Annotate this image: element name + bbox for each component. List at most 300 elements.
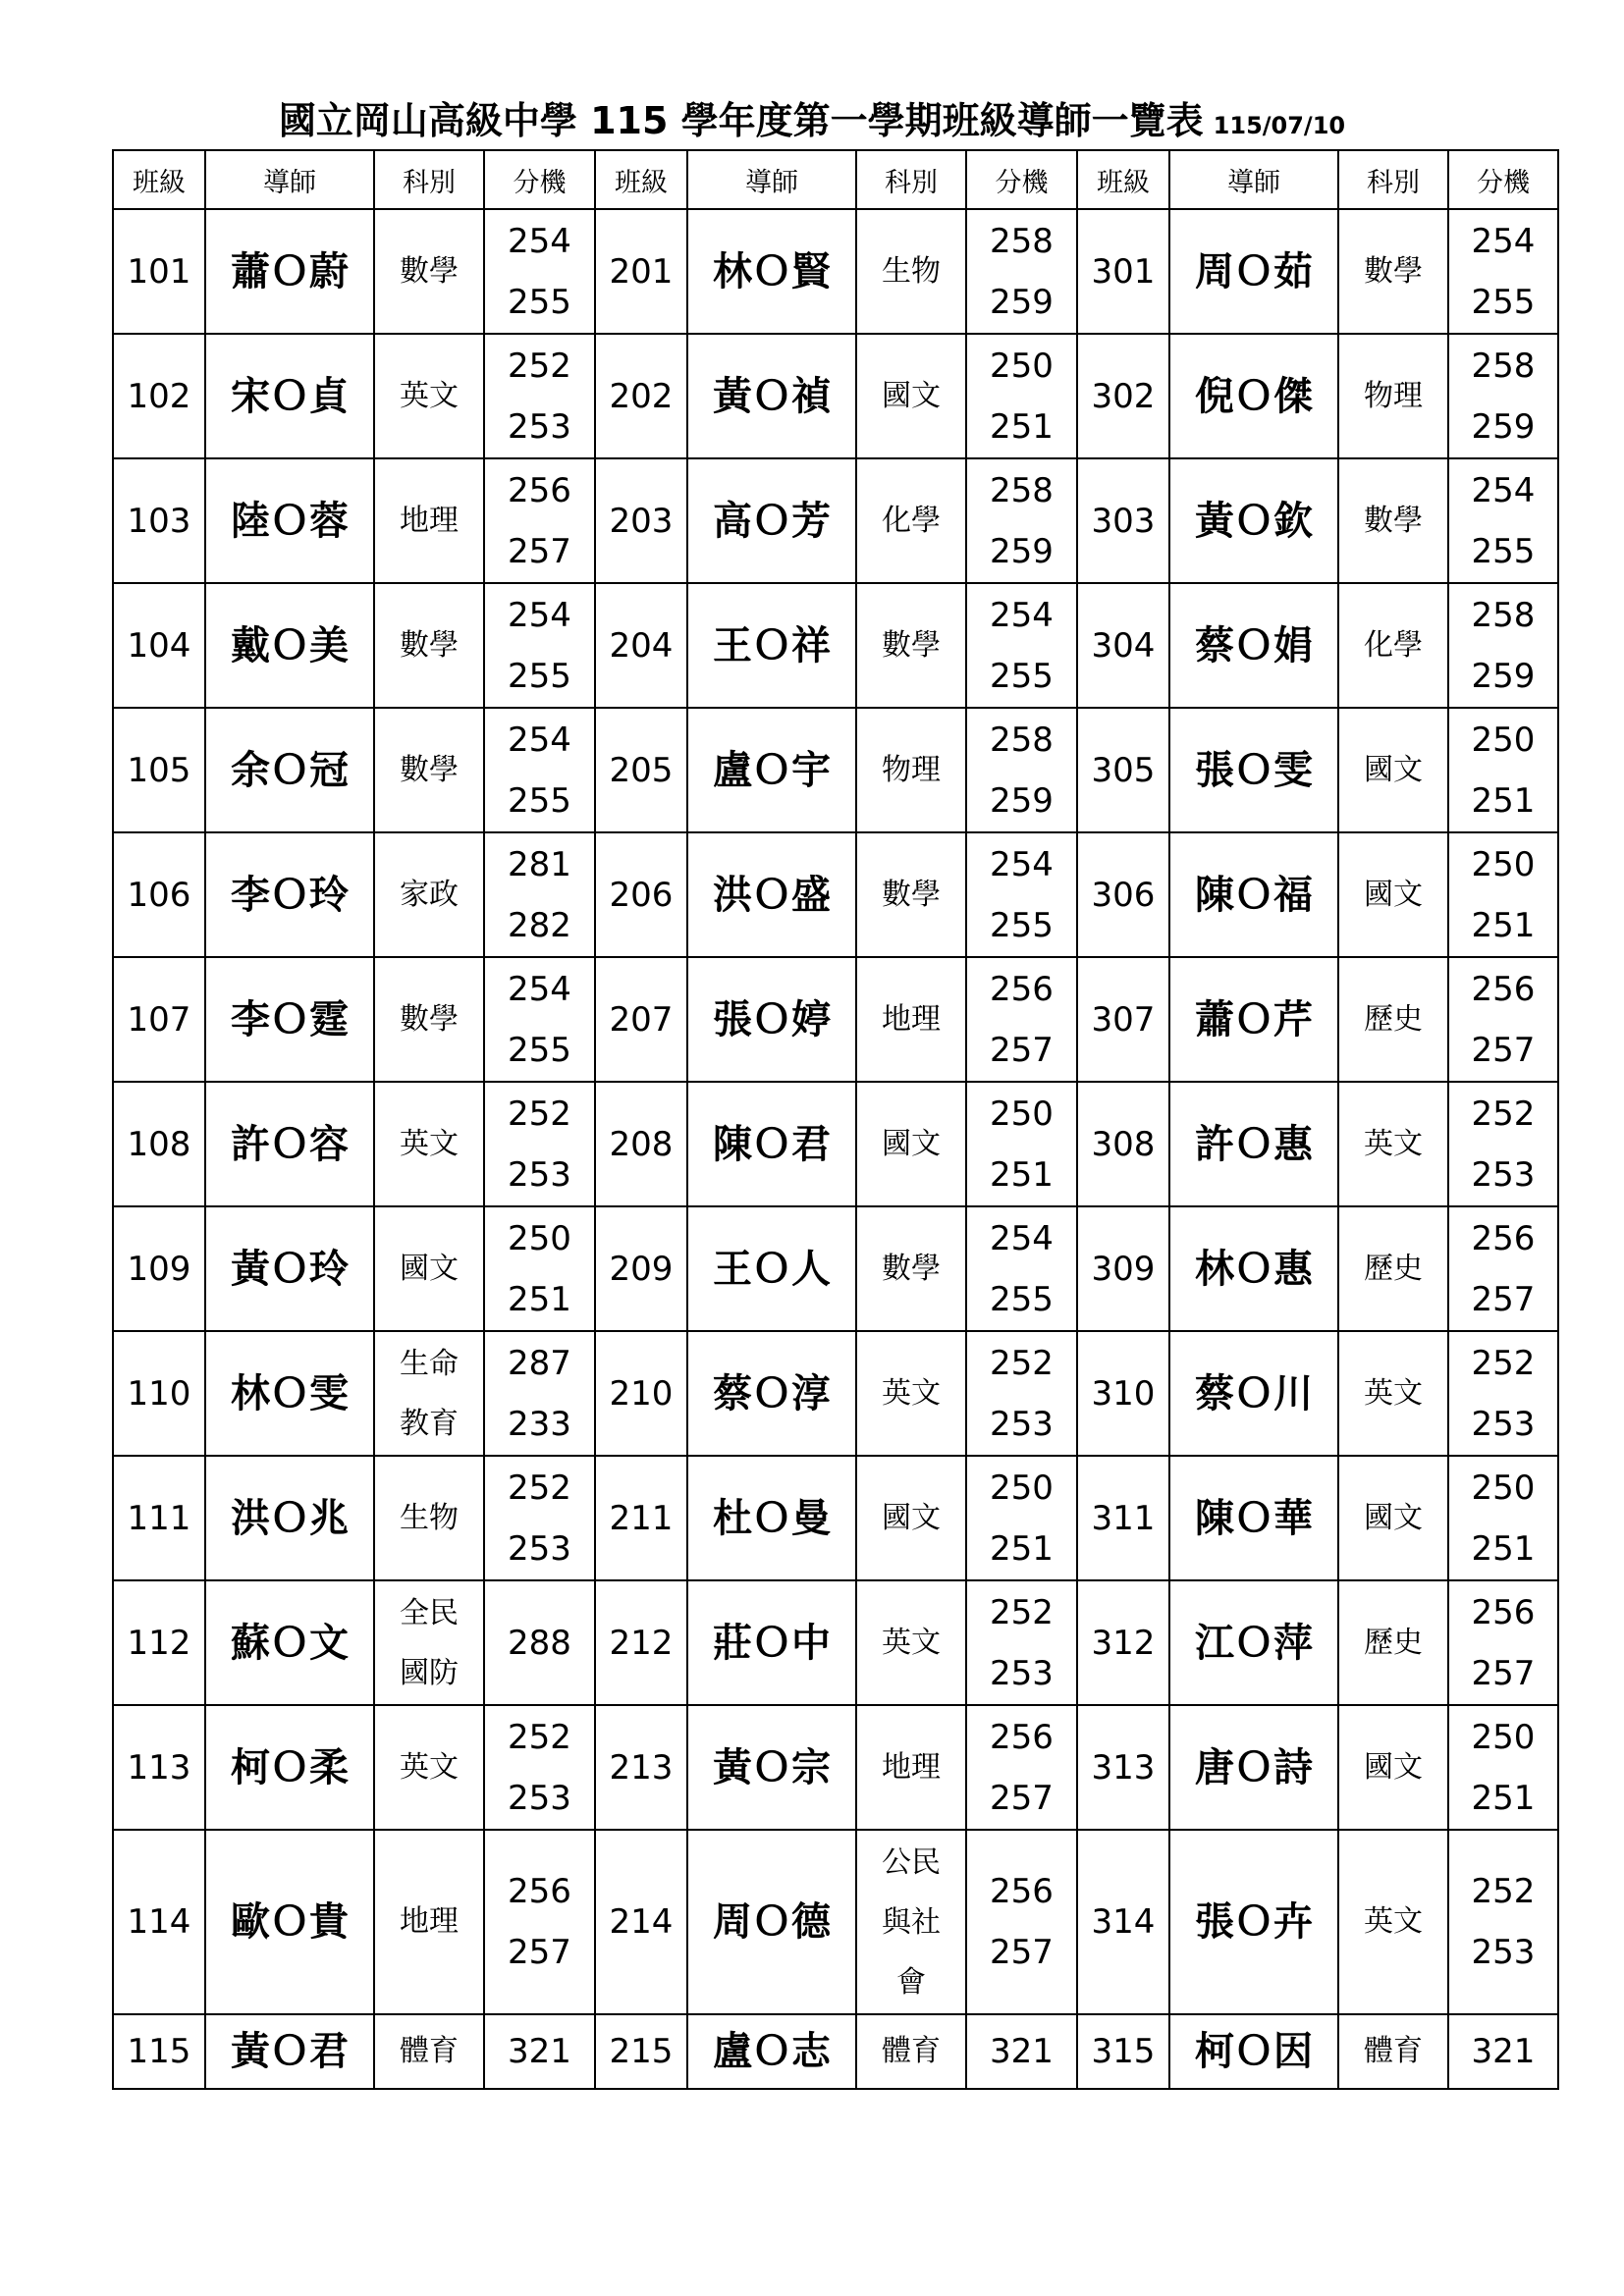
cell-text-line: 蔡Ｏ娟 <box>1195 622 1313 668</box>
subject-cell <box>374 1331 484 1456</box>
cell-text-line: 化學 <box>1364 627 1423 663</box>
extension-cell <box>484 583 595 708</box>
subject-cell <box>1338 957 1448 1082</box>
cell-text-line: 253 <box>1471 1933 1536 1972</box>
class-cell <box>595 458 687 583</box>
class-cell <box>113 957 205 1082</box>
extension-cell <box>966 334 1077 458</box>
cell-text-line: 體育 <box>1364 2034 1423 2068</box>
cell-text-line: 歷史 <box>1364 1251 1423 1286</box>
cell-text-line: 305 <box>1091 750 1156 790</box>
extension-cell <box>484 1331 595 1456</box>
extension-cell <box>966 209 1077 334</box>
class-cell <box>113 1705 205 1830</box>
cell-text-line: 104 <box>127 625 191 666</box>
subject-cell <box>1338 1082 1448 1206</box>
table-row <box>113 708 1558 832</box>
cell-text-line: 數學 <box>1364 253 1423 289</box>
cell-text-line: 253 <box>508 406 571 447</box>
cell-text-line: 259 <box>1471 656 1536 696</box>
cell-text-line: 256 <box>990 1717 1054 1757</box>
cell-text-line: 宋Ｏ貞 <box>231 373 349 419</box>
class-cell <box>1077 209 1169 334</box>
cell-text-line: 蔡Ｏ川 <box>1195 1370 1313 1416</box>
teacher-cell <box>1169 1830 1338 2014</box>
cell-text-line: 233 <box>508 1404 571 1444</box>
teacher-cell <box>205 1082 374 1206</box>
cell-text-line: 英文 <box>400 1126 459 1161</box>
subject-cell <box>374 1082 484 1206</box>
teacher-cell <box>205 209 374 334</box>
cell-text-line: 255 <box>990 656 1054 696</box>
extension-cell <box>1448 583 1558 708</box>
cell-text-line: 203 <box>609 501 674 541</box>
cell-text-line: 黃Ｏ宗 <box>713 1744 831 1790</box>
cell-text-line: 國文 <box>1364 752 1423 787</box>
cell-text-line: 257 <box>508 531 571 571</box>
class-cell <box>595 2014 687 2089</box>
class-cell <box>595 832 687 957</box>
cell-text-line: 205 <box>609 750 674 790</box>
table-row <box>113 957 1558 1082</box>
extension-cell <box>966 1705 1077 1830</box>
cell-text-line: 數學 <box>400 752 459 787</box>
cell-text-line: 314 <box>1091 1902 1156 1942</box>
subject-cell <box>1338 2014 1448 2089</box>
cell-text-line: 254 <box>508 969 571 1009</box>
cell-text-line: 國文 <box>882 1500 941 1535</box>
cell-text-line: 蔡Ｏ淳 <box>713 1370 831 1416</box>
table-row <box>113 209 1558 334</box>
teacher-cell <box>1169 832 1338 957</box>
cell-text-line: 戴Ｏ美 <box>231 622 349 668</box>
cell-text-line: 253 <box>990 1404 1054 1444</box>
cell-text-line: 256 <box>1471 1592 1536 1632</box>
cell-text-line: 215 <box>609 2032 674 2071</box>
class-cell <box>113 458 205 583</box>
cell-text-line: 許Ｏ惠 <box>1195 1121 1313 1167</box>
cell-text-line: 108 <box>127 1124 191 1164</box>
cell-text-line: 257 <box>1471 1279 1536 1319</box>
cell-text-line: 國防 <box>400 1655 459 1690</box>
class-cell <box>595 1331 687 1456</box>
header-subject: 科別 <box>374 150 484 209</box>
cell-text-line: 258 <box>990 720 1054 760</box>
cell-text-line: 113 <box>127 1747 191 1788</box>
class-teacher-table <box>112 149 1559 2090</box>
cell-text-line: 周Ｏ茹 <box>1195 248 1313 294</box>
extension-cell <box>1448 1331 1558 1456</box>
cell-text-line: 256 <box>990 1872 1054 1911</box>
extension-cell <box>484 1705 595 1830</box>
class-cell <box>1077 583 1169 708</box>
cell-text-line: 253 <box>1471 1154 1536 1195</box>
teacher-cell <box>1169 209 1338 334</box>
extension-cell <box>1448 2014 1558 2089</box>
cell-text-line: 310 <box>1091 1373 1156 1414</box>
cell-text-line: 英文 <box>400 378 459 413</box>
cell-text-line: 與社 <box>882 1904 941 1940</box>
cell-text-line: 282 <box>508 905 571 945</box>
teacher-cell <box>687 1456 856 1580</box>
cell-text-line: 211 <box>609 1498 674 1538</box>
cell-text-line: 國文 <box>882 1126 941 1161</box>
subject-cell <box>856 334 966 458</box>
cell-text-line: 259 <box>990 282 1054 322</box>
cell-text-line: 250 <box>1471 720 1536 760</box>
cell-text-line: 物理 <box>1364 378 1423 413</box>
subject-cell <box>1338 1830 1448 2014</box>
cell-text-line: 257 <box>990 1778 1054 1818</box>
cell-text-line: 地理 <box>882 1749 941 1785</box>
extension-cell <box>966 832 1077 957</box>
cell-text-line: 余Ｏ冠 <box>231 747 349 793</box>
class-cell <box>113 1580 205 1705</box>
extension-cell <box>1448 1580 1558 1705</box>
subject-cell <box>374 1830 484 2014</box>
subject-cell <box>374 334 484 458</box>
cell-text-line: 255 <box>508 780 571 821</box>
cell-text-line: 252 <box>508 1717 571 1757</box>
class-cell <box>595 1456 687 1580</box>
subject-cell <box>374 1206 484 1331</box>
extension-cell <box>484 1456 595 1580</box>
subject-cell <box>374 458 484 583</box>
subject-cell <box>856 1830 966 2014</box>
cell-text-line: 251 <box>1471 1778 1536 1818</box>
extension-cell <box>966 583 1077 708</box>
teacher-cell <box>1169 1456 1338 1580</box>
cell-text-line: 數學 <box>882 877 941 912</box>
teacher-cell <box>687 708 856 832</box>
teacher-cell <box>205 832 374 957</box>
teacher-cell <box>1169 1705 1338 1830</box>
cell-text-line: 物理 <box>882 752 941 787</box>
cell-text-line: 201 <box>609 251 674 292</box>
header-extension: 分機 <box>484 150 595 209</box>
cell-text-line: 252 <box>508 1094 571 1134</box>
teacher-cell <box>1169 1580 1338 1705</box>
cell-text-line: 105 <box>127 750 191 790</box>
cell-text-line: 254 <box>1471 470 1536 510</box>
cell-text-line: 313 <box>1091 1747 1156 1788</box>
cell-text-line: 303 <box>1091 501 1156 541</box>
teacher-cell <box>205 957 374 1082</box>
cell-text-line: 259 <box>990 531 1054 571</box>
cell-text-line: 李Ｏ霆 <box>231 996 349 1042</box>
class-cell <box>595 1580 687 1705</box>
subject-cell <box>856 1082 966 1206</box>
cell-text-line: 黃Ｏ君 <box>231 2029 349 2074</box>
cell-text-line: 王Ｏ人 <box>713 1246 831 1292</box>
cell-text-line: 化學 <box>882 503 941 538</box>
extension-cell <box>966 1580 1077 1705</box>
teacher-cell <box>1169 708 1338 832</box>
cell-text-line: 250 <box>1471 1717 1536 1757</box>
cell-text-line: 數學 <box>1364 503 1423 538</box>
cell-text-line: 287 <box>508 1343 571 1383</box>
cell-text-line: 張Ｏ婷 <box>713 996 831 1042</box>
cell-text-line: 258 <box>990 221 1054 261</box>
teacher-cell <box>687 209 856 334</box>
cell-text-line: 302 <box>1091 376 1156 416</box>
extension-cell <box>1448 832 1558 957</box>
extension-cell <box>484 708 595 832</box>
cell-text-line: 歐Ｏ貴 <box>231 1899 349 1945</box>
header-class: 班級 <box>113 150 205 209</box>
cell-text-line: 254 <box>990 844 1054 884</box>
cell-text-line: 281 <box>508 844 571 884</box>
teacher-cell <box>205 1705 374 1830</box>
table-row <box>113 1830 1558 2014</box>
teacher-cell <box>1169 2014 1338 2089</box>
class-cell <box>1077 1331 1169 1456</box>
header-extension: 分機 <box>1448 150 1558 209</box>
cell-text-line: 312 <box>1091 1623 1156 1663</box>
cell-text-line: 張Ｏ雯 <box>1195 747 1313 793</box>
teacher-cell <box>1169 458 1338 583</box>
table-row <box>113 1331 1558 1456</box>
cell-text-line: 體育 <box>882 2034 941 2068</box>
cell-text-line: 250 <box>990 346 1054 386</box>
cell-text-line: 103 <box>127 501 191 541</box>
cell-text-line: 250 <box>990 1468 1054 1508</box>
cell-text-line: 林Ｏ雯 <box>231 1370 349 1416</box>
subject-cell <box>1338 1331 1448 1456</box>
cell-text-line: 258 <box>1471 595 1536 635</box>
extension-cell <box>966 708 1077 832</box>
class-cell <box>1077 1206 1169 1331</box>
subject-cell <box>1338 583 1448 708</box>
class-cell <box>113 1331 205 1456</box>
extension-cell <box>966 2014 1077 2089</box>
cell-text-line: 254 <box>508 221 571 261</box>
teacher-cell <box>687 583 856 708</box>
cell-text-line: 體育 <box>400 2034 459 2068</box>
cell-text-line: 洪Ｏ盛 <box>713 872 831 918</box>
class-cell <box>113 1082 205 1206</box>
teacher-cell <box>1169 957 1338 1082</box>
cell-text-line: 柯Ｏ柔 <box>231 1744 349 1790</box>
cell-text-line: 202 <box>609 376 674 416</box>
cell-text-line: 206 <box>609 875 674 915</box>
class-cell <box>1077 1456 1169 1580</box>
cell-text-line: 259 <box>1471 406 1536 447</box>
teacher-cell <box>687 1580 856 1705</box>
cell-text-line: 張Ｏ卉 <box>1195 1899 1313 1945</box>
cell-text-line: 杜Ｏ曼 <box>713 1495 831 1541</box>
cell-text-line: 252 <box>508 346 571 386</box>
extension-cell <box>484 334 595 458</box>
subject-cell <box>856 583 966 708</box>
table-row <box>113 832 1558 957</box>
subject-cell <box>856 1331 966 1456</box>
class-cell <box>595 583 687 708</box>
subject-cell <box>374 832 484 957</box>
cell-text-line: 257 <box>1471 1030 1536 1070</box>
teacher-cell <box>205 1206 374 1331</box>
cell-text-line: 321 <box>990 2032 1054 2071</box>
extension-cell <box>966 957 1077 1082</box>
header-teacher: 導師 <box>1169 150 1338 209</box>
cell-text-line: 英文 <box>882 1625 941 1660</box>
cell-text-line: 254 <box>990 595 1054 635</box>
cell-text-line: 250 <box>1471 1468 1536 1508</box>
class-cell <box>113 1830 205 2014</box>
cell-text-line: 250 <box>990 1094 1054 1134</box>
cell-text-line: 數學 <box>400 1001 459 1037</box>
subject-cell <box>374 1580 484 1705</box>
cell-text-line: 蕭Ｏ芹 <box>1195 996 1313 1042</box>
class-cell <box>113 1206 205 1331</box>
teacher-cell <box>687 1830 856 2014</box>
subject-cell <box>1338 1580 1448 1705</box>
cell-text-line: 204 <box>609 625 674 666</box>
document-title: 國立岡山高級中學 115 學年度第一學期班級導師一覽表 <box>278 99 1204 142</box>
cell-text-line: 251 <box>1471 905 1536 945</box>
class-cell <box>113 708 205 832</box>
class-cell <box>1077 2014 1169 2089</box>
cell-text-line: 地理 <box>400 503 459 538</box>
header-teacher: 導師 <box>205 150 374 209</box>
class-cell <box>595 209 687 334</box>
class-cell <box>595 1830 687 2014</box>
cell-text-line: 蕭Ｏ蔚 <box>231 248 349 294</box>
cell-text-line: 陳Ｏ華 <box>1195 1495 1313 1541</box>
class-cell <box>113 1456 205 1580</box>
extension-cell <box>484 1580 595 1705</box>
cell-text-line: 254 <box>1471 221 1536 261</box>
cell-text-line: 252 <box>508 1468 571 1508</box>
class-cell <box>1077 1082 1169 1206</box>
class-cell <box>113 334 205 458</box>
class-cell <box>1077 1580 1169 1705</box>
cell-text-line: 210 <box>609 1373 674 1414</box>
header-subject: 科別 <box>1338 150 1448 209</box>
cell-text-line: 數學 <box>400 253 459 289</box>
table-row <box>113 1456 1558 1580</box>
cell-text-line: 英文 <box>1364 1375 1423 1411</box>
cell-text-line: 107 <box>127 999 191 1040</box>
cell-text-line: 數學 <box>400 627 459 663</box>
cell-text-line: 255 <box>508 282 571 322</box>
header-class: 班級 <box>1077 150 1169 209</box>
extension-cell <box>484 1830 595 2014</box>
teacher-cell <box>205 1580 374 1705</box>
subject-cell <box>1338 1206 1448 1331</box>
cell-text-line: 英文 <box>1364 1126 1423 1161</box>
extension-cell <box>1448 957 1558 1082</box>
subject-cell <box>374 957 484 1082</box>
cell-text-line: 教育 <box>400 1406 459 1441</box>
cell-text-line: 257 <box>508 1933 571 1972</box>
cell-text-line: 307 <box>1091 999 1156 1040</box>
cell-text-line: 114 <box>127 1902 191 1942</box>
cell-text-line: 林Ｏ賢 <box>713 248 831 294</box>
teacher-cell <box>687 334 856 458</box>
cell-text-line: 數學 <box>882 627 941 663</box>
cell-text-line: 莊Ｏ中 <box>713 1620 831 1666</box>
cell-text-line: 250 <box>1471 844 1536 884</box>
cell-text-line: 251 <box>1471 1528 1536 1569</box>
cell-text-line: 253 <box>508 1778 571 1818</box>
table-header-row <box>113 150 1558 209</box>
header-teacher: 導師 <box>687 150 856 209</box>
subject-cell <box>856 957 966 1082</box>
cell-text-line: 英文 <box>1364 1904 1423 1939</box>
teacher-cell <box>1169 1206 1338 1331</box>
teacher-cell <box>687 832 856 957</box>
teacher-cell <box>687 458 856 583</box>
subject-cell <box>374 1456 484 1580</box>
cell-text-line: 321 <box>1471 2032 1536 2071</box>
table-row <box>113 1580 1558 1705</box>
cell-text-line: 253 <box>508 1528 571 1569</box>
extension-cell <box>966 1830 1077 2014</box>
cell-text-line: 252 <box>1471 1343 1536 1383</box>
cell-text-line: 301 <box>1091 251 1156 292</box>
subject-cell <box>374 583 484 708</box>
cell-text-line: 304 <box>1091 625 1156 666</box>
class-cell <box>595 1082 687 1206</box>
cell-text-line: 315 <box>1091 2032 1156 2071</box>
cell-text-line: 255 <box>1471 531 1536 571</box>
extension-cell <box>966 458 1077 583</box>
table-row <box>113 1206 1558 1331</box>
cell-text-line: 306 <box>1091 875 1156 915</box>
cell-text-line: 盧Ｏ志 <box>713 2029 831 2074</box>
cell-text-line: 英文 <box>882 1375 941 1411</box>
subject-cell <box>856 708 966 832</box>
cell-text-line: 唐Ｏ詩 <box>1195 1744 1313 1790</box>
class-cell <box>113 209 205 334</box>
subject-cell <box>374 708 484 832</box>
cell-text-line: 歷史 <box>1364 1001 1423 1037</box>
cell-text-line: 會 <box>896 1964 926 2000</box>
cell-text-line: 國文 <box>1364 1749 1423 1785</box>
cell-text-line: 全民 <box>400 1595 459 1630</box>
class-cell <box>1077 1705 1169 1830</box>
subject-cell <box>1338 708 1448 832</box>
table-body <box>113 209 1558 2089</box>
teacher-cell <box>1169 1331 1338 1456</box>
teacher-cell <box>687 1082 856 1206</box>
class-cell <box>595 334 687 458</box>
cell-text-line: 生物 <box>882 253 941 289</box>
cell-text-line: 黃Ｏ禎 <box>713 373 831 419</box>
cell-text-line: 柯Ｏ因 <box>1195 2029 1313 2074</box>
cell-text-line: 252 <box>1471 1094 1536 1134</box>
subject-cell <box>1338 334 1448 458</box>
cell-text-line: 254 <box>508 595 571 635</box>
subject-cell <box>856 458 966 583</box>
cell-text-line: 生命 <box>400 1346 459 1381</box>
cell-text-line: 101 <box>127 251 191 292</box>
cell-text-line: 257 <box>990 1933 1054 1972</box>
cell-text-line: 251 <box>990 406 1054 447</box>
cell-text-line: 258 <box>990 470 1054 510</box>
cell-text-line: 213 <box>609 1747 674 1788</box>
teacher-cell <box>687 1705 856 1830</box>
class-cell <box>1077 832 1169 957</box>
cell-text-line: 256 <box>508 1872 571 1911</box>
extension-cell <box>966 1456 1077 1580</box>
teacher-cell <box>1169 1082 1338 1206</box>
cell-text-line: 256 <box>508 470 571 510</box>
cell-text-line: 255 <box>990 905 1054 945</box>
class-cell <box>1077 458 1169 583</box>
subject-cell <box>374 1705 484 1830</box>
